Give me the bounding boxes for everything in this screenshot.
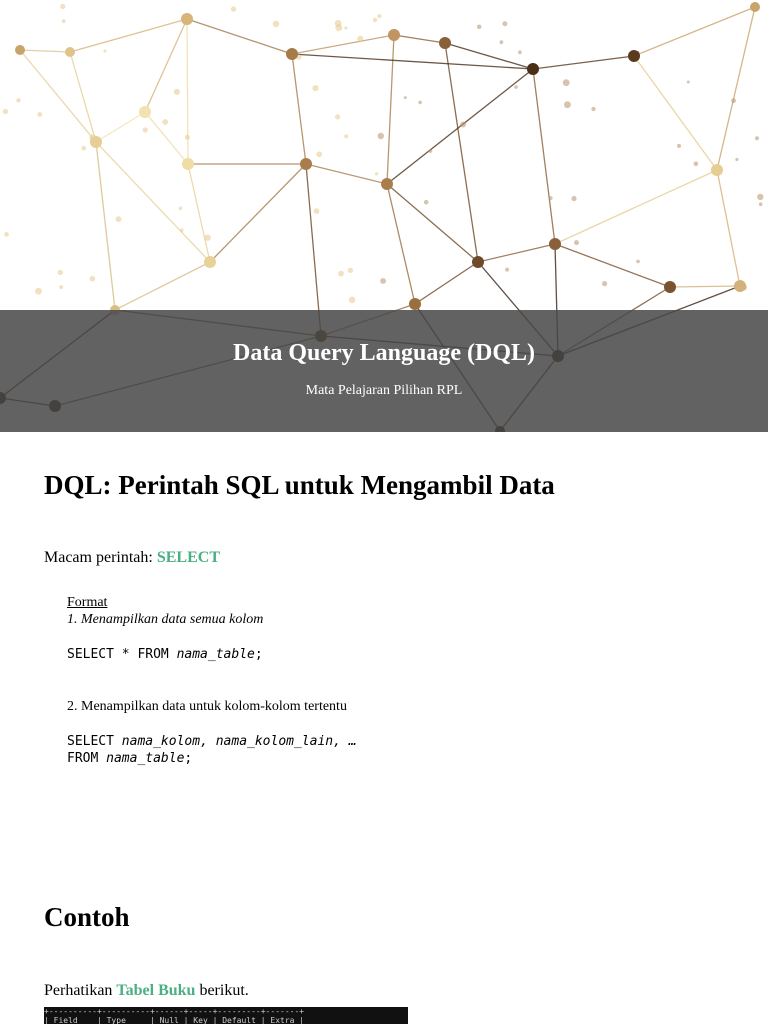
network-edge <box>445 43 478 262</box>
network-dot <box>564 101 571 108</box>
network-dot <box>174 89 180 95</box>
network-dot <box>62 19 66 23</box>
network-dot <box>514 85 518 89</box>
network-node <box>409 298 421 310</box>
network-dot <box>377 14 381 18</box>
network-dot <box>373 18 377 22</box>
network-dot <box>348 268 353 273</box>
network-node <box>182 158 194 170</box>
network-edge <box>292 54 306 164</box>
network-dot <box>500 40 504 44</box>
network-edge <box>96 112 145 142</box>
network-edge <box>387 184 478 262</box>
network-node <box>628 50 640 62</box>
network-dot <box>735 158 738 161</box>
network-edge <box>717 170 740 286</box>
format-item-1: 1. Menampilkan data semua kolom <box>67 612 264 627</box>
network-edge <box>478 244 555 262</box>
network-dot <box>404 96 407 99</box>
network-dot <box>571 196 576 201</box>
code-select-all <box>67 647 263 662</box>
section-heading-contoh: Contoh <box>44 902 130 932</box>
network-edge <box>387 35 394 184</box>
network-dot <box>179 207 183 211</box>
network-edge <box>96 142 115 310</box>
network-edge <box>634 7 755 56</box>
network-node <box>139 106 151 118</box>
network-node <box>439 37 451 49</box>
code-terminator: ; <box>254 647 263 662</box>
network-dot <box>90 276 96 282</box>
network-dot <box>759 202 763 206</box>
network-edge <box>394 35 445 43</box>
network-dot <box>4 232 9 237</box>
command-line <box>44 549 220 567</box>
network-node <box>734 280 746 292</box>
network-dot <box>314 208 320 214</box>
network-dot <box>518 50 522 54</box>
network-node <box>472 256 484 268</box>
network-dot <box>143 127 148 132</box>
network-dot <box>694 161 699 166</box>
network-dot <box>335 20 342 27</box>
hero-banner <box>0 0 768 432</box>
hero-band <box>0 310 768 432</box>
network-dot <box>755 136 759 140</box>
code-from-table <box>67 751 192 766</box>
network-dot <box>357 36 363 42</box>
network-dot <box>316 151 322 157</box>
network-dot <box>273 21 280 28</box>
network-node <box>65 47 75 57</box>
network-edge <box>717 7 755 170</box>
network-node <box>204 256 216 268</box>
network-dot <box>636 260 640 264</box>
network-dot <box>563 79 570 86</box>
command-keyword: SELECT <box>156 549 220 566</box>
network-dot <box>58 270 63 275</box>
network-dot <box>204 235 210 241</box>
network-dot <box>60 4 65 9</box>
format-label: Format <box>67 595 108 610</box>
network-edge <box>387 69 533 184</box>
network-dot <box>338 271 344 277</box>
network-dot <box>677 144 681 148</box>
example-prefix: Perhatikan <box>44 982 117 999</box>
network-node <box>549 238 561 250</box>
network-dot <box>185 135 190 140</box>
network-dot <box>687 81 690 84</box>
network-dot <box>180 229 184 233</box>
network-edge <box>533 69 555 244</box>
network-dot <box>502 21 507 26</box>
command-prefix: Macam perintah: <box>44 549 157 566</box>
code-variable: nama_kolom, nama_kolom_lain, … <box>121 734 357 749</box>
network-dot <box>429 149 433 153</box>
network-edge <box>188 164 210 262</box>
network-dot <box>59 285 63 289</box>
network-dot <box>35 288 42 295</box>
network-dot <box>505 268 509 272</box>
network-node <box>181 13 193 25</box>
network-edge <box>187 19 188 164</box>
network-dot <box>418 101 422 105</box>
network-edge <box>306 164 387 184</box>
network-edge <box>634 56 717 170</box>
code-keyword: SELECT * FROM <box>67 647 177 662</box>
code-variable: nama_table <box>176 647 255 662</box>
network-edge <box>387 184 415 304</box>
table-structure-image <box>44 1007 408 1024</box>
network-dot <box>116 216 122 222</box>
network-node <box>664 281 676 293</box>
network-edge <box>20 50 96 142</box>
network-dot <box>103 50 106 53</box>
network-edge <box>70 19 187 52</box>
code-variable: nama_table <box>106 751 185 766</box>
network-dot <box>312 85 318 91</box>
network-edge <box>415 262 478 304</box>
code-terminator: ; <box>184 751 193 766</box>
network-dot <box>162 119 168 125</box>
network-edge <box>70 52 96 142</box>
code-keyword: FROM <box>67 751 107 766</box>
network-dot <box>378 133 384 139</box>
network-dot <box>591 107 595 111</box>
network-dot <box>16 98 20 102</box>
network-dot <box>37 112 42 117</box>
network-edge <box>20 50 70 52</box>
network-edge <box>115 262 210 310</box>
network-dot <box>349 297 356 304</box>
slide-title: Data Query Language (DQL) <box>233 340 535 366</box>
network-edge <box>533 56 634 69</box>
slide-subtitle: Mata Pelajaran Pilihan RPL <box>305 383 463 398</box>
network-dot <box>344 134 348 138</box>
example-intro <box>44 982 249 1000</box>
network-edge <box>96 142 210 262</box>
network-dot <box>549 196 553 200</box>
network-dot <box>375 172 378 175</box>
network-dot <box>731 98 736 103</box>
network-edge <box>445 43 533 69</box>
code-keyword: SELECT <box>67 734 122 749</box>
network-edge <box>555 170 717 244</box>
network-node <box>381 178 393 190</box>
network-dot <box>3 109 8 114</box>
network-dot <box>477 25 482 30</box>
network-dot <box>757 194 763 200</box>
network-edge <box>292 54 533 69</box>
network-edge <box>145 19 187 112</box>
example-suffix: berikut. <box>195 982 249 999</box>
network-dot <box>344 26 347 29</box>
network-node <box>388 29 400 41</box>
table-header-row: | Field | Type | Null | Key | Default | Extra | <box>44 1016 305 1024</box>
network-dot <box>574 240 579 245</box>
code-select-columns <box>67 734 357 749</box>
section-heading-dql: DQL: Perintah SQL untuk Mengambil Data <box>44 470 555 500</box>
network-dot <box>231 6 236 11</box>
network-node <box>527 63 539 75</box>
format-item-2: 2. Menampilkan data untuk kolom-kolom tertentu <box>67 699 347 714</box>
network-dot <box>380 278 386 284</box>
network-node <box>90 136 102 148</box>
table-name-highlight: Tabel Buku <box>116 982 196 999</box>
network-edge <box>555 244 670 287</box>
network-node <box>286 48 298 60</box>
network-node <box>750 2 760 12</box>
network-dot <box>335 114 340 119</box>
network-node <box>15 45 25 55</box>
network-node <box>711 164 723 176</box>
network-edge <box>670 286 740 287</box>
network-edge <box>210 164 306 262</box>
table-border-line: +----------+----------+------+-----+---------+-------+ <box>44 1007 305 1016</box>
network-dot <box>602 281 607 286</box>
network-dot <box>460 122 466 128</box>
network-node <box>300 158 312 170</box>
network-dot <box>424 200 429 205</box>
network-edge <box>292 35 394 54</box>
network-dot <box>81 146 86 151</box>
